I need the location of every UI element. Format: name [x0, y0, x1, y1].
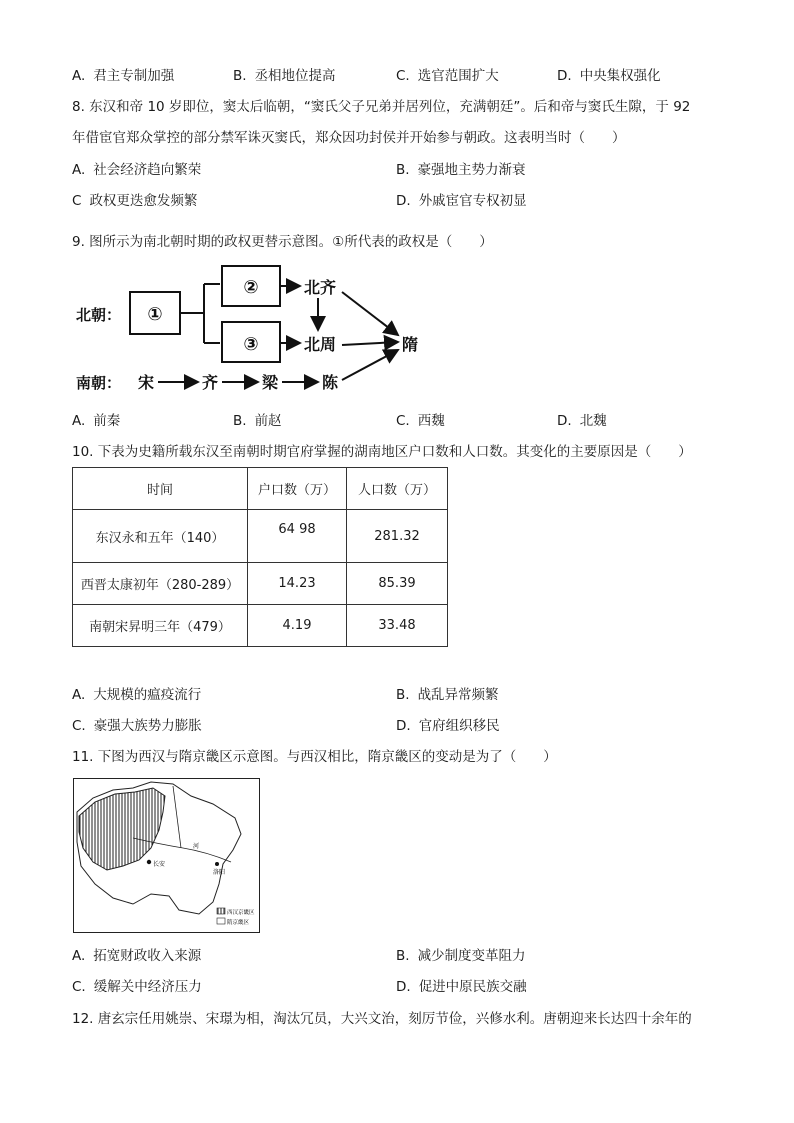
north-dynasties-label: 北朝： — [76, 306, 122, 324]
box-2-label: ② — [243, 277, 259, 298]
chen-label: 陈 — [322, 373, 339, 392]
household-population-table — [72, 467, 448, 647]
beiqi-label: 北齐 — [304, 278, 337, 297]
legend-sui-swatch — [217, 918, 225, 924]
river-label: 河 — [193, 843, 200, 850]
cell-population: 33.48 — [347, 605, 448, 647]
q8-option-d: D. 外戚宦官专权初显 — [396, 193, 527, 209]
qi-label: 齐 — [202, 373, 219, 392]
q9-option-d: D. 北魏 — [557, 413, 607, 429]
q9-option-a: A. 前秦 — [72, 413, 121, 429]
q7-option-a: A. 君主专制加强 — [72, 68, 175, 84]
beizhou-label: 北周 — [304, 335, 337, 354]
cell-population: 85.39 — [347, 563, 448, 605]
q7-option-b: B. 丞相地位提高 — [233, 68, 336, 84]
q11-option-c: C. 缓解关中经济压力 — [72, 979, 202, 995]
q8-option-b: B. 豪强地主势力渐衰 — [396, 162, 526, 178]
q11-option-a: A. 拓宽财政收入来源 — [72, 948, 202, 964]
legend-xihan-swatch — [217, 908, 225, 914]
q11-option-b: B. 减少制度变革阻力 — [396, 948, 526, 964]
cell-households: 64 98 — [248, 510, 347, 563]
cell-population: 281.32 — [347, 510, 448, 563]
header-households: 户口数（万） — [248, 468, 347, 510]
q10-option-d: D. 官府组织移民 — [396, 718, 500, 734]
changan-label: 长安 — [153, 861, 166, 868]
table-row — [73, 563, 448, 605]
cell-time: 东汉永和五年（140） — [73, 510, 248, 563]
q9-option-b: B. 前赵 — [233, 413, 282, 429]
regime-succession-diagram — [72, 262, 452, 400]
q9-option-c: C. 西魏 — [396, 413, 445, 429]
cell-households: 4.19 — [248, 605, 347, 647]
q9-stem: 9. 图所示为南北朝时期的政权更替示意图。①所代表的政权是（ ） — [72, 234, 493, 250]
table-row — [73, 510, 448, 563]
q8-stem-line1: 8. 东汉和帝 10 岁即位，窦太后临朝，“窦氏父子兄弟并居列位，充满朝廷”。后和帝与窦氏生隙，于 92 — [72, 99, 691, 115]
luoyang-dot — [215, 862, 219, 866]
south-dynasties-label: 南朝： — [76, 374, 122, 392]
arrow-chen-to-sui — [342, 350, 398, 380]
table-row — [73, 605, 448, 647]
table-header-row — [73, 468, 448, 510]
q10-stem: 10. 下表为史籍所载东汉至南朝时期官府掌握的湖南地区户口数和人口数。其变化的主要原因是（ ） — [72, 444, 692, 460]
capital-region-map — [73, 778, 260, 933]
q11-stem: 11. 下图为西汉与隋京畿区示意图。与西汉相比，隋京畿区的变动是为了（ ） — [72, 749, 557, 765]
cell-time: 西晋太康初年（280-289） — [73, 563, 248, 605]
q7-option-d: D. 中央集权强化 — [557, 68, 661, 84]
q10-option-c: C. 豪强大族势力膨胀 — [72, 718, 202, 734]
arrow-beizhou-to-sui — [342, 342, 398, 345]
legend-sui-label: 隋京畿区 — [227, 920, 250, 926]
q8-option-a: A. 社会经济趋向繁荣 — [72, 162, 202, 178]
header-population: 人口数（万） — [347, 468, 448, 510]
legend-xihan-label: 西汉京畿区 — [227, 910, 255, 916]
arrow-beiqi-to-sui — [342, 292, 398, 335]
cell-households: 14.23 — [248, 563, 347, 605]
q11-option-d: D. 促进中原民族交融 — [396, 979, 527, 995]
cell-time: 南朝宋昇明三年（479） — [73, 605, 248, 647]
q12-stem-line1: 12. 唐玄宗任用姚崇、宋璟为相，淘汰冗员，大兴文治，刻厉节俭，兴修水利。唐朝迎来长达四十余年的 — [72, 1011, 692, 1027]
box-3-label: ③ — [243, 334, 259, 355]
q10-option-b: B. 战乱异常频繁 — [396, 687, 499, 703]
song-label: 宋 — [138, 373, 155, 392]
sui-label: 隋 — [402, 335, 419, 354]
changan-dot — [147, 860, 151, 864]
luoyang-label: 洛阳 — [213, 869, 226, 876]
liang-label: 梁 — [262, 373, 279, 392]
q8-option-c: C 政权更迭愈发频繁 — [72, 193, 198, 209]
box-1-label: ① — [147, 304, 163, 325]
q8-stem-line2: 年借宦官郑众掌控的部分禁军诛灭窦氏，郑众因功封侯并开始参与朝政。这表明当时（ ） — [72, 130, 626, 146]
q7-option-c: C. 选官范围扩大 — [396, 68, 499, 84]
header-time: 时间 — [73, 468, 248, 510]
q10-option-a: A. 大规模的瘟疫流行 — [72, 687, 202, 703]
